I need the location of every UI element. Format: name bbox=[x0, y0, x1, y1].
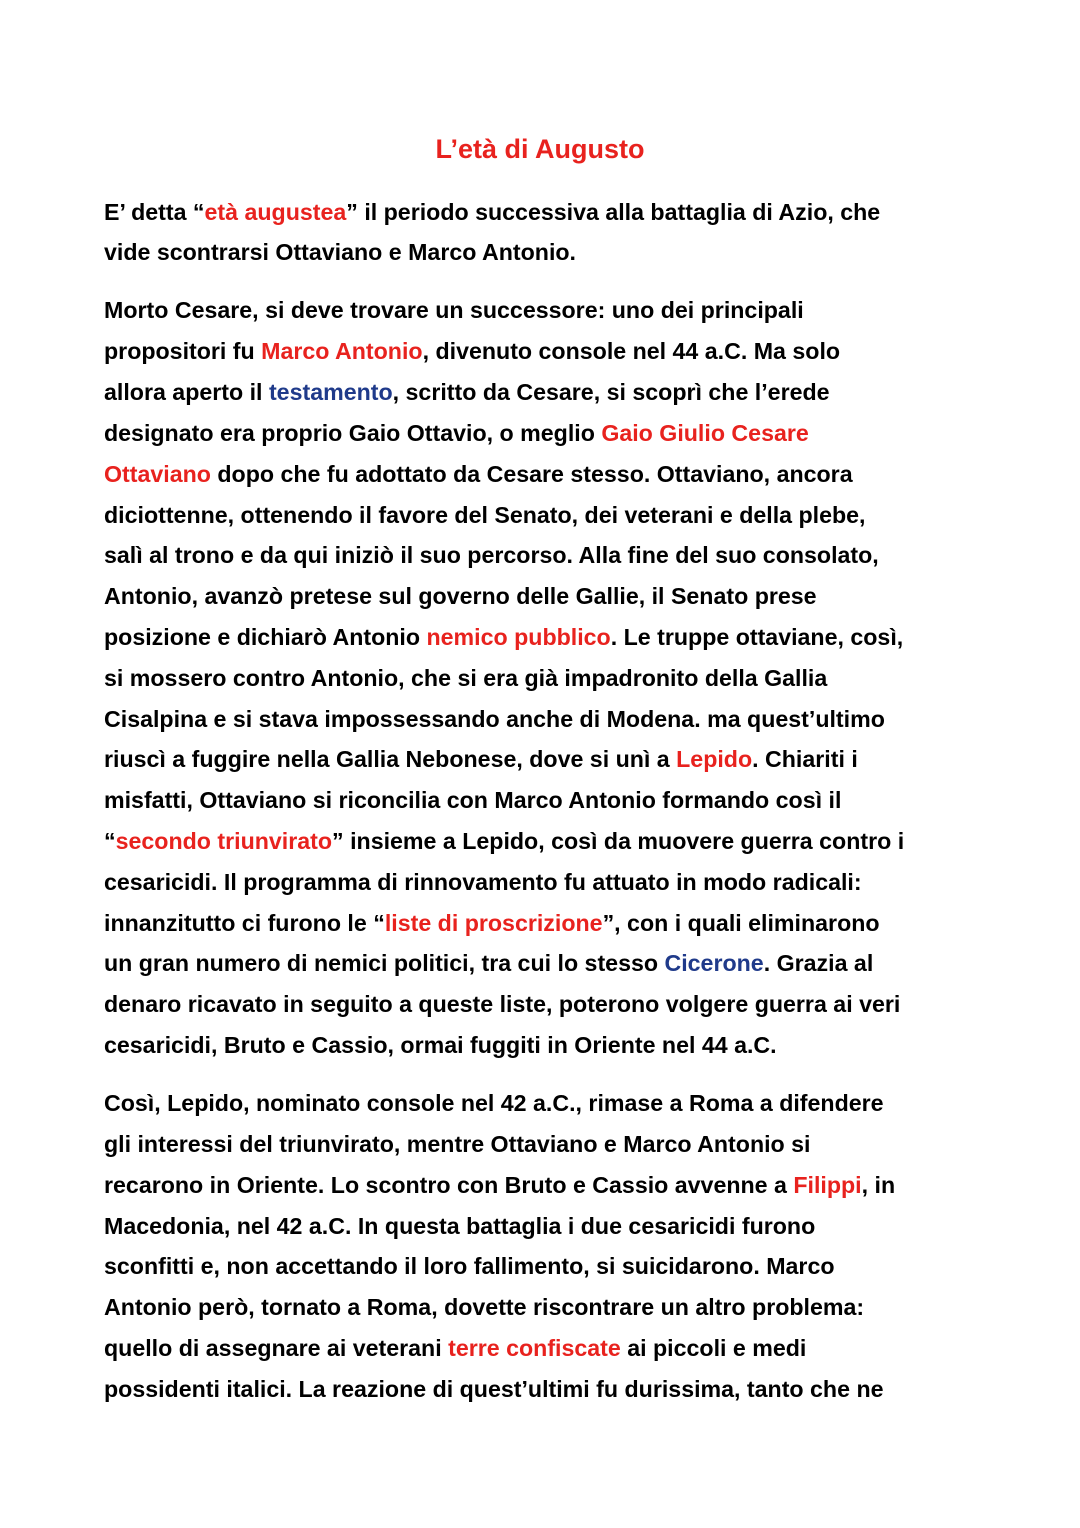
highlighted-term: Gaio Giulio Cesare bbox=[601, 420, 809, 446]
page-title: L’età di Augusto bbox=[435, 134, 645, 164]
text-line bbox=[104, 1373, 884, 1405]
highlighted-term: liste di proscrizione bbox=[384, 910, 603, 936]
text-line bbox=[104, 703, 885, 735]
text-run: Antonio, avanzò pretese sul governo delle Gallie, il Senato prese bbox=[104, 583, 817, 609]
highlighted-term: testamento bbox=[268, 379, 393, 405]
text-run: . Le truppe ottaviane, così, bbox=[610, 624, 904, 650]
text-line bbox=[104, 1210, 815, 1242]
text-run: ” insieme a Lepido, così da muovere guerra contro i bbox=[332, 828, 905, 854]
text-run: vide scontrarsi Ottaviano e Marco Antonio. bbox=[104, 239, 577, 265]
text-run: quello di assegnare ai veterani bbox=[104, 1335, 449, 1361]
highlighted-term: Cicerone bbox=[664, 950, 764, 976]
text-run: sconfitti e, non accettando il loro fallimento, si suicidarono. Marco bbox=[104, 1253, 835, 1279]
text-run: ai piccoli e medi bbox=[620, 1335, 807, 1361]
text-run: E’ detta “ bbox=[104, 199, 205, 225]
text-line bbox=[104, 988, 900, 1020]
text-run: , in bbox=[861, 1172, 896, 1198]
text-run: misfatti, Ottaviano si riconcilia con Marco Antonio formando così il bbox=[104, 787, 842, 813]
text-line bbox=[104, 947, 873, 979]
text-run: un gran numero di nemici politici, tra cui lo stesso bbox=[104, 950, 665, 976]
text-line bbox=[104, 1332, 806, 1364]
text-line bbox=[104, 335, 840, 367]
text-line bbox=[104, 499, 866, 531]
highlighted-term: età augustea bbox=[204, 199, 347, 225]
highlighted-term: Ottaviano bbox=[104, 461, 211, 487]
text-run: gli interessi del triunvirato, mentre Ottaviano e Marco Antonio si bbox=[104, 1131, 811, 1157]
text-line bbox=[104, 1291, 864, 1323]
text-run: si mossero contro Antonio, che si era già impadronito della Gallia bbox=[104, 665, 828, 691]
text-line bbox=[104, 539, 879, 571]
text-run: possidenti italici. La reazione di quest’ultimi fu durissima, tanto che ne bbox=[104, 1376, 884, 1402]
text-run: designato era proprio Gaio Ottavio, o meglio bbox=[104, 420, 602, 446]
text-line bbox=[104, 294, 804, 326]
text-run: ”, con i quali eliminarono bbox=[602, 910, 880, 936]
text-line bbox=[104, 376, 830, 408]
highlighted-term: nemico pubblico bbox=[426, 624, 611, 650]
highlighted-term: Marco Antonio bbox=[261, 338, 423, 364]
text-run: propositori fu bbox=[104, 338, 262, 364]
text-line bbox=[104, 196, 880, 228]
highlighted-term: Lepido bbox=[676, 746, 753, 772]
text-run: salì al trono e da qui iniziò il suo percorso. Alla fine del suo consolato, bbox=[104, 542, 879, 568]
text-run: posizione e dichiarò Antonio bbox=[104, 624, 427, 650]
text-run: cesaricidi. Il programma di rinnovamento fu attuato in modo radicali: bbox=[104, 869, 862, 895]
text-line bbox=[104, 1128, 811, 1160]
text-run: , scritto da Cesare, si scoprì che l’erede bbox=[392, 379, 830, 405]
text-line bbox=[104, 458, 853, 490]
text-run: Così, Lepido, nominato console nel 42 a.C., rimase a Roma a difendere bbox=[104, 1090, 884, 1116]
text-line bbox=[104, 866, 862, 898]
text-run: recarono in Oriente. Lo scontro con Bruto e Cassio avvenne a bbox=[104, 1172, 794, 1198]
text-line bbox=[104, 825, 904, 857]
text-line bbox=[104, 1250, 835, 1282]
text-line bbox=[104, 907, 880, 939]
text-line bbox=[104, 662, 827, 694]
text-run: “ bbox=[104, 828, 116, 854]
text-run: cesaricidi, Bruto e Cassio, ormai fuggiti in Oriente nel 44 a.C. bbox=[104, 1032, 777, 1058]
text-line bbox=[104, 784, 841, 816]
text-run: . Chiariti i bbox=[752, 746, 858, 772]
highlighted-term: terre confiscate bbox=[448, 1335, 621, 1361]
text-run: Macedonia, nel 42 a.C. In questa battaglia i due cesaricidi furono bbox=[104, 1213, 816, 1239]
text-run: dopo che fu adottato da Cesare stesso. Ottaviano, ancora bbox=[210, 461, 853, 487]
text-run: Morto Cesare, si deve trovare un successore: uno dei principali bbox=[104, 297, 804, 323]
text-run: Cisalpina e si stava impossessando anche di Modena. ma quest’ultimo bbox=[104, 706, 885, 732]
text-run: Antonio però, tornato a Roma, dovette riscontrare un altro problema: bbox=[104, 1294, 865, 1320]
text-run: innanzitutto ci furono le “ bbox=[104, 910, 385, 936]
text-line bbox=[104, 743, 858, 775]
text-run: denaro ricavato in seguito a queste liste, poterono volgere guerra ai veri bbox=[104, 991, 901, 1017]
text-line bbox=[104, 1169, 895, 1201]
text-line bbox=[104, 1029, 777, 1061]
text-run: riuscì a fuggire nella Gallia Nebonese, dove si unì a bbox=[104, 746, 677, 772]
text-line bbox=[104, 236, 576, 268]
text-run: ” il periodo successiva alla battaglia di Azio, che bbox=[346, 199, 881, 225]
text-line bbox=[104, 417, 809, 449]
text-line bbox=[104, 621, 903, 653]
highlighted-term: secondo triunvirato bbox=[115, 828, 333, 854]
text-line bbox=[104, 580, 817, 612]
text-run: . Grazia al bbox=[763, 950, 874, 976]
text-line bbox=[104, 1087, 884, 1119]
highlighted-term: Filippi bbox=[793, 1172, 862, 1198]
text-run: , divenuto console nel 44 a.C. Ma solo bbox=[422, 338, 841, 364]
text-run: allora aperto il bbox=[104, 379, 269, 405]
text-run: diciottenne, ottenendo il favore del Senato, dei veterani e della plebe, bbox=[104, 502, 866, 528]
